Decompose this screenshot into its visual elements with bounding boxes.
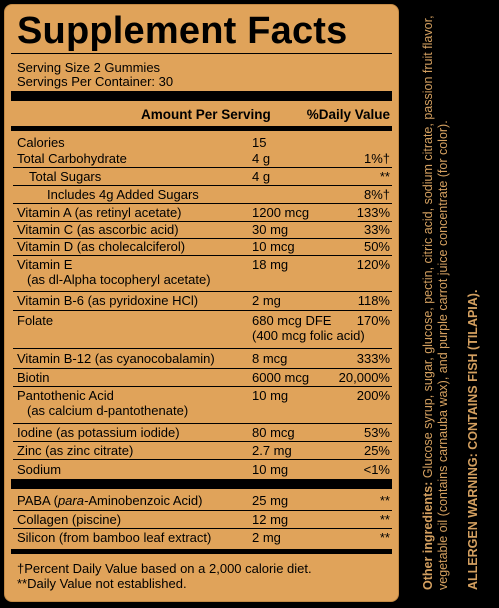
nutrient-amount: 4 g: [252, 169, 271, 184]
ingredients-label: Other ingredients:: [421, 481, 435, 590]
nutrient-name: Vitamin E: [17, 257, 73, 272]
nutrient-amount: 6000 mcg: [252, 370, 310, 385]
nutrient-row: [13, 168, 392, 186]
nutrient-amount: 10 mg: [252, 462, 289, 477]
nutrient-amount: 10 mcg: [252, 239, 295, 254]
nutrient-row: [13, 238, 392, 256]
nutrient-row: [13, 492, 392, 511]
nutrient-row: [13, 442, 392, 460]
nutrient-daily-value: 133%: [356, 205, 390, 220]
nutrient-name: Biotin: [17, 370, 50, 385]
nutrient-daily-value: **: [379, 530, 390, 545]
nutrient-daily-value: 20,000%: [338, 370, 390, 385]
nutrient-name: Folate: [17, 313, 54, 328]
nutrient-daily-value: **: [379, 169, 390, 184]
nutrient-row: [13, 424, 392, 442]
nutrient-amount: 2.7 mg: [252, 443, 292, 458]
nutrient-name: Total Carbohydrate: [17, 151, 127, 166]
daily-value-header: %Daily Value: [306, 107, 390, 122]
nutrient-name: Calories: [17, 135, 65, 150]
nutrient-amount-detail: (400 mcg folic acid): [252, 328, 365, 343]
nutrient-daily-value: 118%: [357, 293, 390, 308]
nutrient-name: Iodine (as potassium iodide): [17, 425, 180, 440]
nutrient-amount: 25 mg: [252, 493, 289, 508]
nutrient-row: [13, 256, 392, 292]
nutrient-daily-value: 53%: [363, 425, 390, 440]
nutrient-row: [13, 350, 392, 369]
servings-per-container: Servings Per Container: 30: [17, 74, 174, 89]
nutrient-daily-value: 33%: [363, 222, 390, 237]
nutrient-row: [13, 150, 392, 168]
nutrient-name: PABA (para-Aminobenzoic Acid): [17, 493, 203, 508]
nutrient-daily-value: 170%: [356, 313, 390, 328]
nutrient-daily-value: 200%: [356, 388, 390, 403]
panel-title: Supplement Facts: [17, 10, 348, 52]
nutrient-daily-value: <1%: [363, 462, 390, 477]
supplement-facts-panel: [4, 4, 399, 602]
nutrient-amount: 2 mg: [252, 293, 281, 308]
serving-size: Serving Size 2 Gummies: [17, 60, 161, 75]
nutrient-daily-value: **: [379, 512, 390, 527]
nutrient-daily-value: 1%†: [363, 151, 390, 166]
nutrient-name: Zinc (as zinc citrate): [17, 443, 134, 458]
nutrient-name: Pantothenic Acid: [17, 388, 114, 403]
footnote-dv: †Percent Daily Value based on a 2,000 calorie diet.: [17, 561, 312, 576]
footnote-not-established: **Daily Value not established.: [17, 576, 187, 591]
nutrient-amount: 680 mcg DFE: [252, 313, 332, 328]
nutrient-name: Vitamin B-12 (as cyanocobalamin): [17, 351, 215, 366]
nutrient-name: Sodium: [17, 462, 62, 477]
side-panel: [407, 0, 499, 608]
nutrient-row: [13, 292, 392, 311]
amount-per-serving-header: Amount Per Serving: [141, 107, 271, 122]
ingredients-text: Glucose syrup, sugar, glucose, pectin, citric acid, sodium citrate, passion fruit flavor, vegetable oil (contains carnauba wax), and purple carrot juice concentrate (for color).: [421, 15, 450, 590]
divider: [11, 53, 392, 54]
nutrient-name: Vitamin D (as cholecalciferol): [17, 239, 186, 254]
nutrient-amount: 2 mg: [252, 530, 281, 545]
nutrient-daily-value: **: [379, 493, 390, 508]
nutrient-daily-value: 25%: [363, 443, 390, 458]
nutrient-amount: 4 g: [252, 151, 271, 166]
nutrient-daily-value: 50%: [363, 239, 390, 254]
nutrient-amount: 18 mg: [252, 257, 289, 272]
nutrient-name-detail: (as calcium d-pantothenate): [27, 403, 189, 418]
nutrient-row: [13, 387, 392, 424]
nutrient-name: Vitamin C (as ascorbic acid): [17, 222, 179, 237]
nutrient-daily-value: 333%: [356, 351, 390, 366]
nutrient-name: Vitamin A (as retinyl acetate): [17, 205, 182, 220]
other-ingredients: [421, 0, 450, 590]
thick-divider: [11, 479, 392, 489]
nutrient-daily-value: 8%†: [363, 187, 390, 202]
nutrient-row: [13, 221, 392, 239]
nutrient-amount: 15: [252, 135, 267, 150]
nutrient-row: [13, 529, 392, 547]
nutrient-row: [13, 511, 392, 529]
nutrient-amount: 1200 mcg: [252, 205, 310, 220]
nutrient-amount: 8 mcg: [252, 351, 288, 366]
nutrient-name: Total Sugars: [29, 169, 102, 184]
nutrient-amount: 30 mg: [252, 222, 289, 237]
nutrient-row: [13, 461, 392, 478]
nutrient-row: [13, 134, 392, 150]
allergen-warning: ALLERGEN WARNING: CONTAINS FISH (TILAPIA).: [466, 289, 480, 590]
medium-divider: [11, 549, 392, 554]
thick-divider: [11, 91, 392, 101]
nutrient-daily-value: 120%: [356, 257, 390, 272]
nutrient-name: Silicon (from bamboo leaf extract): [17, 530, 212, 545]
nutrient-amount: 12 mg: [252, 512, 289, 527]
nutrient-row: [13, 312, 392, 349]
nutrient-row: [13, 369, 392, 387]
nutrient-amount: 80 mcg: [252, 425, 295, 440]
nutrient-name: Collagen (piscine): [17, 512, 122, 527]
medium-divider: [11, 126, 392, 131]
nutrient-name-detail: (as dl-Alpha tocopheryl acetate): [27, 272, 211, 287]
nutrient-name: Vitamin B-6 (as pyridoxine HCl): [17, 293, 199, 308]
nutrient-name: Includes 4g Added Sugars: [47, 187, 199, 202]
nutrient-row: [13, 186, 392, 204]
nutrient-amount: 10 mg: [252, 388, 289, 403]
nutrient-row: [13, 204, 392, 222]
